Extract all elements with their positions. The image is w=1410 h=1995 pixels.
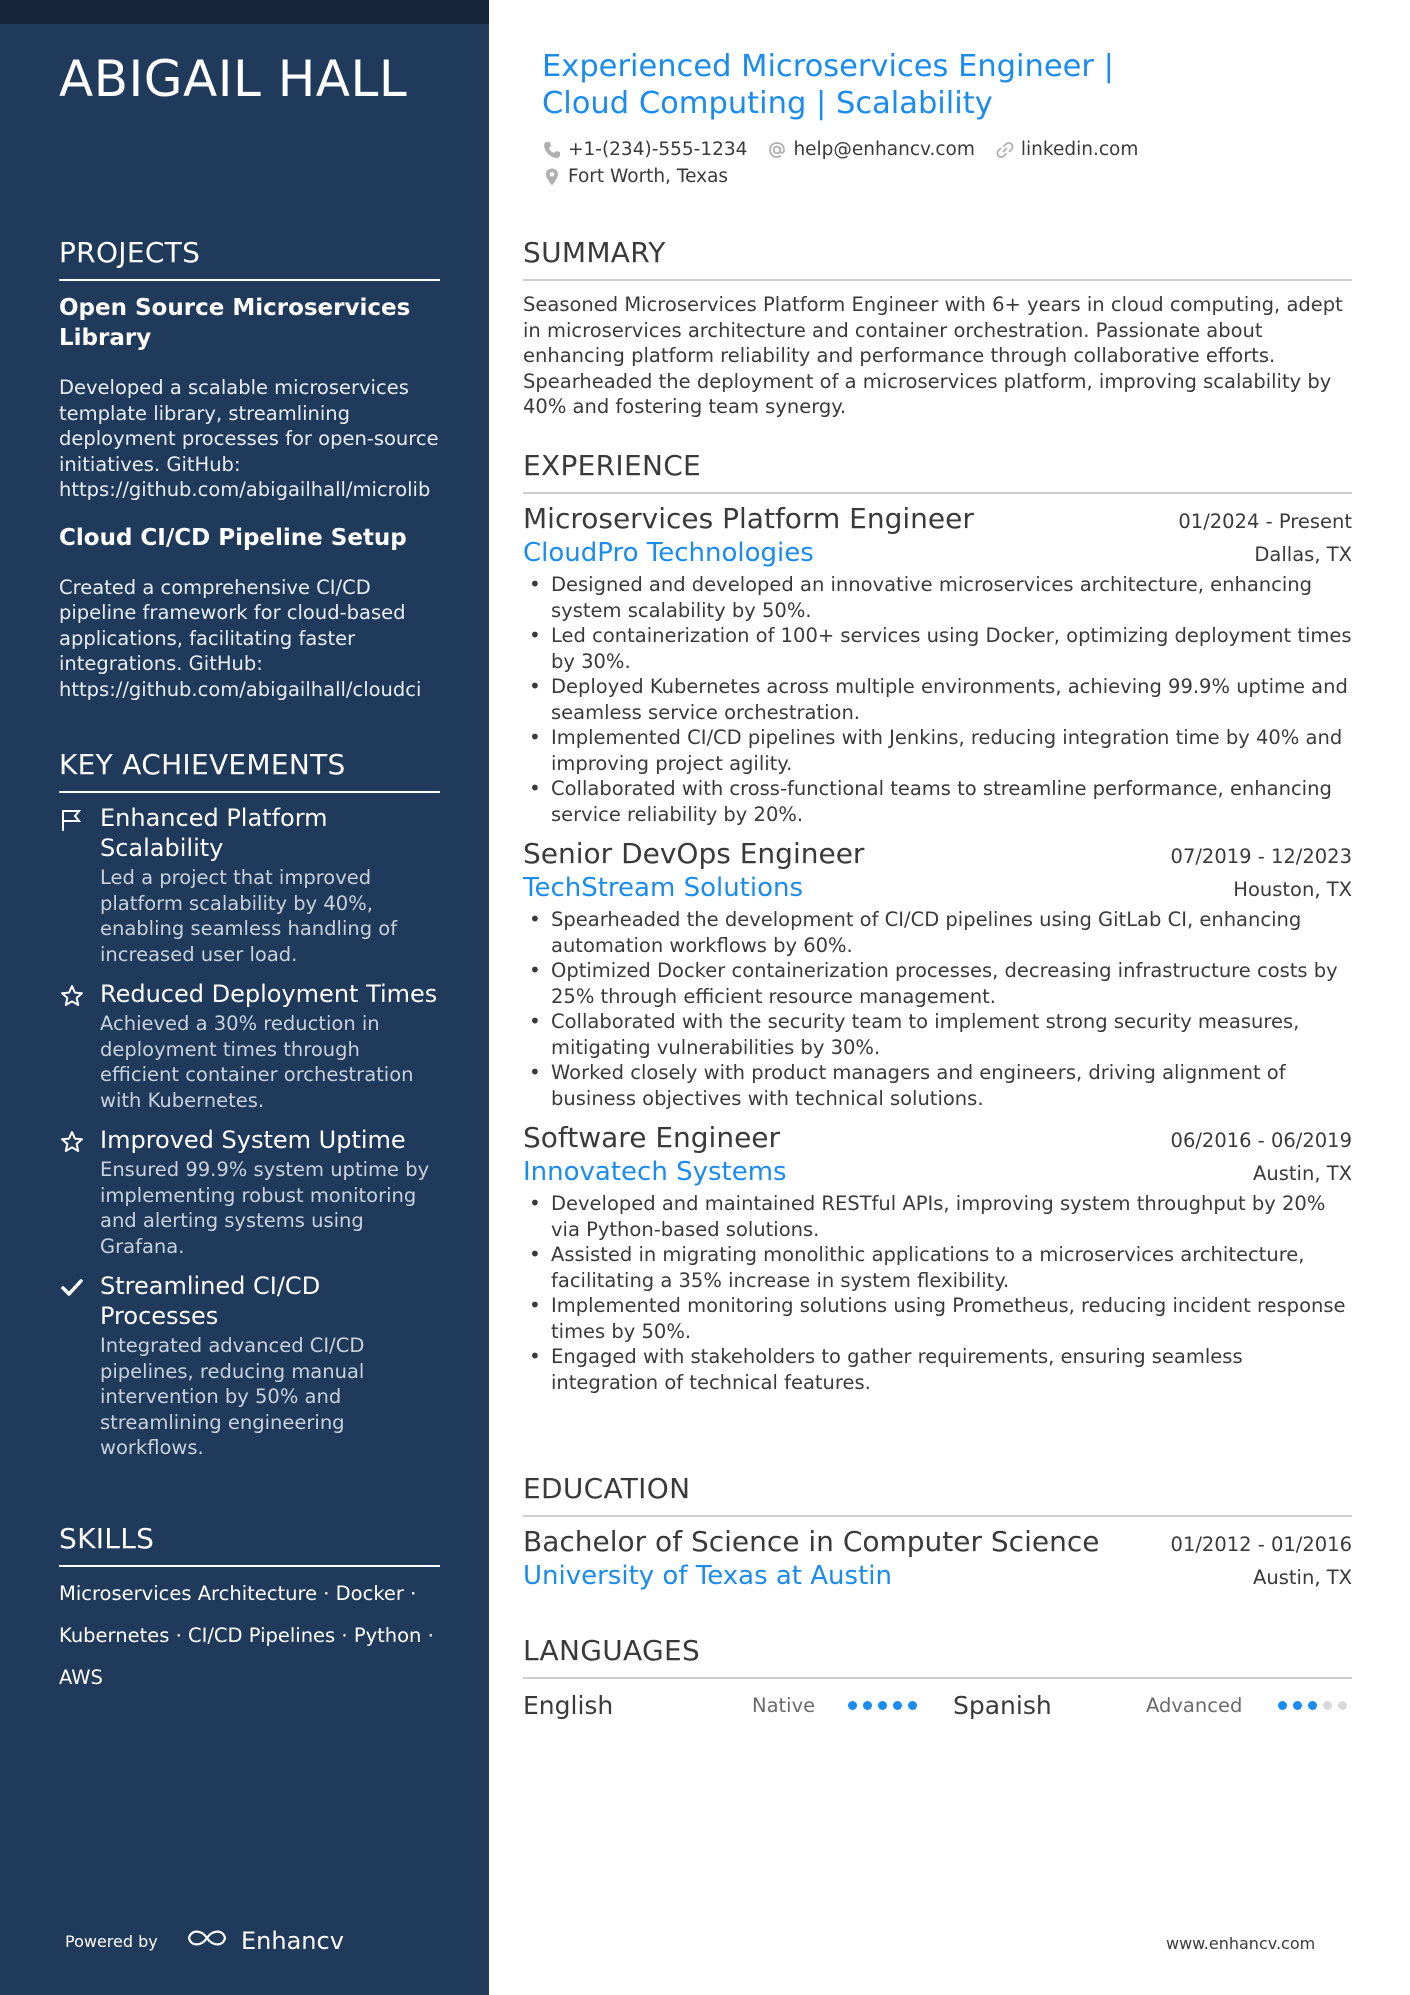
achievement-title: Streamlined CI/CD Processes: [100, 1272, 321, 1330]
skills-line: Kubernetes · CI/CD Pipelines · Python ·: [59, 1624, 434, 1647]
achievement-description: Achieved a 30% reduction in deployment times through efficient container orchestration with Kubernetes.: [100, 1012, 414, 1112]
education-entry: [523, 1525, 1352, 1591]
summary-text: Seasoned Microservices Platform Engineer with 6+ years in cloud computing, adept in microservices architecture and container orchestration. Passionate about enhancing platform reliability and performance through collaborative efforts. Spearheaded the deployment of a microservices platform, improving scalability by 40% and fostering team synergy.: [523, 293, 1343, 418]
job-bullet: • Collaborated with cross-functional teams to streamline performance, enhancing service reliability by 20%.: [523, 776, 1352, 827]
job-bullet: • Optimized Docker containerization processes, decreasing infrastructure costs by 25% through efficient resource management.: [523, 958, 1352, 1009]
experience-section: [523, 449, 1352, 1395]
job-date: 06/2016 - 06/2019: [1170, 1129, 1352, 1152]
rating-dot-filled: [1278, 1701, 1287, 1710]
powered-by-label: Powered by: [65, 1932, 158, 1951]
job-title: Microservices Platform Engineer: [523, 502, 974, 535]
job-entry: [523, 837, 1352, 1111]
project-description: Developed a scalable microservices template library, streamlining deployment processes for open-source initiatives. GitHub: https://github.com/abigailhall/microlib: [59, 376, 439, 501]
job-location: Austin, TX: [1253, 1162, 1352, 1185]
link-icon: [995, 140, 1015, 160]
contact-info: [542, 136, 1342, 190]
job-entry: [523, 1121, 1352, 1395]
rating-dot-filled: [863, 1701, 872, 1710]
job-date: 07/2019 - 12/2023: [1170, 845, 1352, 868]
job-location: Houston, TX: [1233, 878, 1352, 901]
language-name: English: [523, 1691, 614, 1720]
link-text: linkedin.com: [1020, 139, 1139, 160]
achievement-title: Enhanced Platform Scalability: [100, 804, 328, 862]
candidate-name: ABIGAIL HALL: [59, 50, 408, 108]
languages-row: [523, 1691, 1352, 1720]
job-bullet: • Engaged with stakeholders to gather requirements, ensuring seamless integration of technical features.: [523, 1344, 1352, 1395]
achievement-description: Ensured 99.9% system uptime by implementing robust monitoring and alerting systems using Grafana.: [100, 1158, 430, 1258]
job-bullets: [523, 1191, 1352, 1395]
experience-heading: EXPERIENCE: [523, 449, 1352, 494]
projects-heading: PROJECTS: [59, 236, 440, 281]
job-title: Senior DevOps Engineer: [523, 837, 865, 870]
school[interactable]: University of Texas at Austin: [523, 1561, 892, 1591]
job-bullet: • Worked closely with product managers and engineers, driving alignment of business objectives with technical solutions.: [523, 1060, 1352, 1111]
projects-section: [59, 236, 440, 702]
job-company[interactable]: Innovatech Systems: [523, 1157, 787, 1187]
job-date: 01/2024 - Present: [1178, 510, 1352, 533]
achievement-description: Integrated advanced CI/CD pipelines, reducing manual intervention by 50% and streamlining engineering workflows.: [100, 1334, 365, 1459]
rating-dot-empty: [1323, 1701, 1332, 1710]
education-location: Austin, TX: [1253, 1566, 1352, 1589]
job-bullet: • Deployed Kubernetes across multiple environments, achieving 99.9% uptime and seamless service orchestration.: [523, 674, 1352, 725]
education-heading: EDUCATION: [523, 1472, 1352, 1517]
rating-dot-empty: [1338, 1701, 1347, 1710]
sidebar: [0, 0, 489, 1995]
job-location: Dallas, TX: [1254, 543, 1352, 566]
language-name: Spanish: [953, 1691, 1052, 1720]
language-level: Advanced: [1146, 1694, 1243, 1717]
language-rating: [848, 1701, 917, 1710]
achievement-item: [59, 803, 440, 967]
phone-item[interactable]: [542, 139, 747, 160]
location-pin-icon: [542, 167, 562, 187]
achievements-heading: KEY ACHIEVEMENTS: [59, 748, 440, 793]
rating-dot-filled: [908, 1701, 917, 1710]
website-link[interactable]: www.enhancv.com: [1166, 1934, 1316, 1953]
achievement-item: [59, 979, 440, 1113]
job-bullet: • Implemented CI/CD pipelines with Jenkins, reducing integration time by 40% and improving project agility.: [523, 725, 1352, 776]
education-date: 01/2012 - 01/2016: [1170, 1533, 1352, 1556]
project-title: Cloud CI/CD Pipeline Setup: [59, 524, 407, 551]
star-icon: [59, 1129, 85, 1155]
email-text: help@enhancv.com: [793, 139, 975, 160]
achievement-title: Reduced Deployment Times: [100, 980, 438, 1008]
language-item: [953, 1691, 1348, 1720]
at-icon: [767, 140, 787, 160]
job-entry: [523, 502, 1352, 827]
summary-heading: SUMMARY: [523, 236, 1352, 281]
project-description: Created a comprehensive CI/CD pipeline framework for cloud-based applications, facilitating faster integrations. GitHub: https://github.com/abigailhall/cloudci: [59, 575, 422, 701]
achievement-description: Led a project that improved platform scalability by 40%, enabling seamless handling of increased user load.: [100, 866, 398, 966]
language-level: Native: [752, 1694, 816, 1717]
infinity-logo-icon: [183, 1925, 231, 1957]
skills-line: AWS: [59, 1666, 103, 1689]
summary-section: [523, 236, 1352, 420]
achievement-item: [59, 1271, 440, 1461]
skills-line: Microservices Architecture · Docker ·: [59, 1582, 417, 1605]
rating-dot-filled: [1293, 1701, 1302, 1710]
skills-section: [59, 1522, 440, 1699]
job-title: Software Engineer: [523, 1121, 781, 1154]
job-bullet: • Assisted in migrating monolithic applications to a microservices architecture, facilitating a 35% increase in system flexibility.: [523, 1242, 1352, 1293]
skills-heading: SKILLS: [59, 1522, 440, 1567]
job-bullets: [523, 572, 1352, 827]
star-icon: [59, 983, 85, 1009]
job-bullet: • Led containerization of 100+ services using Docker, optimizing deployment times by 30%.: [523, 623, 1352, 674]
job-bullet: • Collaborated with the security team to implement strong security measures, mitigating vulnerabilities by 30%.: [523, 1009, 1352, 1060]
enhancv-logo[interactable]: [183, 1925, 344, 1957]
languages-heading: LANGUAGES: [523, 1634, 1352, 1679]
job-company[interactable]: CloudPro Technologies: [523, 538, 814, 568]
degree: Bachelor of Science in Computer Science: [523, 1525, 1100, 1558]
phone-icon: [542, 140, 562, 160]
link-item[interactable]: [995, 139, 1138, 160]
phone-text: +1-(234)-555-1234: [568, 139, 748, 160]
achievements-section: [59, 748, 440, 1461]
job-bullet: • Developed and maintained RESTful APIs, improving system throughput by 20% via Python-based solutions.: [523, 1191, 1352, 1242]
brand-name: Enhancv: [241, 1927, 344, 1955]
language-rating: [1278, 1701, 1347, 1710]
project-title: Open Source Microservices Library: [59, 295, 411, 351]
job-company[interactable]: TechStream Solutions: [523, 873, 804, 903]
email-item[interactable]: [767, 139, 974, 160]
achievement-title: Improved System Uptime: [100, 1126, 406, 1154]
skills-list: [59, 1573, 440, 1699]
rating-dot-filled: [893, 1701, 902, 1710]
education-section: [523, 1472, 1352, 1591]
location-text: Fort Worth, Texas: [568, 166, 729, 187]
headline: Experienced Microservices Engineer | Cloud Computing | Scalability: [542, 49, 1114, 121]
achievement-item: [59, 1125, 440, 1259]
job-bullets: [523, 907, 1352, 1111]
language-item: [523, 1691, 918, 1720]
job-bullet: • Designed and developed an innovative microservices architecture, enhancing system scalability by 50%.: [523, 572, 1352, 623]
job-bullet: • Implemented monitoring solutions using Prometheus, reducing incident response times by 50%.: [523, 1293, 1352, 1344]
sidebar-top-bar: [0, 0, 489, 24]
rating-dot-filled: [1308, 1701, 1317, 1710]
flag-icon: [59, 807, 85, 833]
rating-dot-filled: [848, 1701, 857, 1710]
check-icon: [59, 1275, 85, 1301]
languages-section: [523, 1634, 1352, 1720]
job-bullet: • Spearheaded the development of CI/CD pipelines using GitLab CI, enhancing automation workflows by 60%.: [523, 907, 1352, 958]
rating-dot-filled: [878, 1701, 887, 1710]
location-item: [542, 166, 728, 187]
